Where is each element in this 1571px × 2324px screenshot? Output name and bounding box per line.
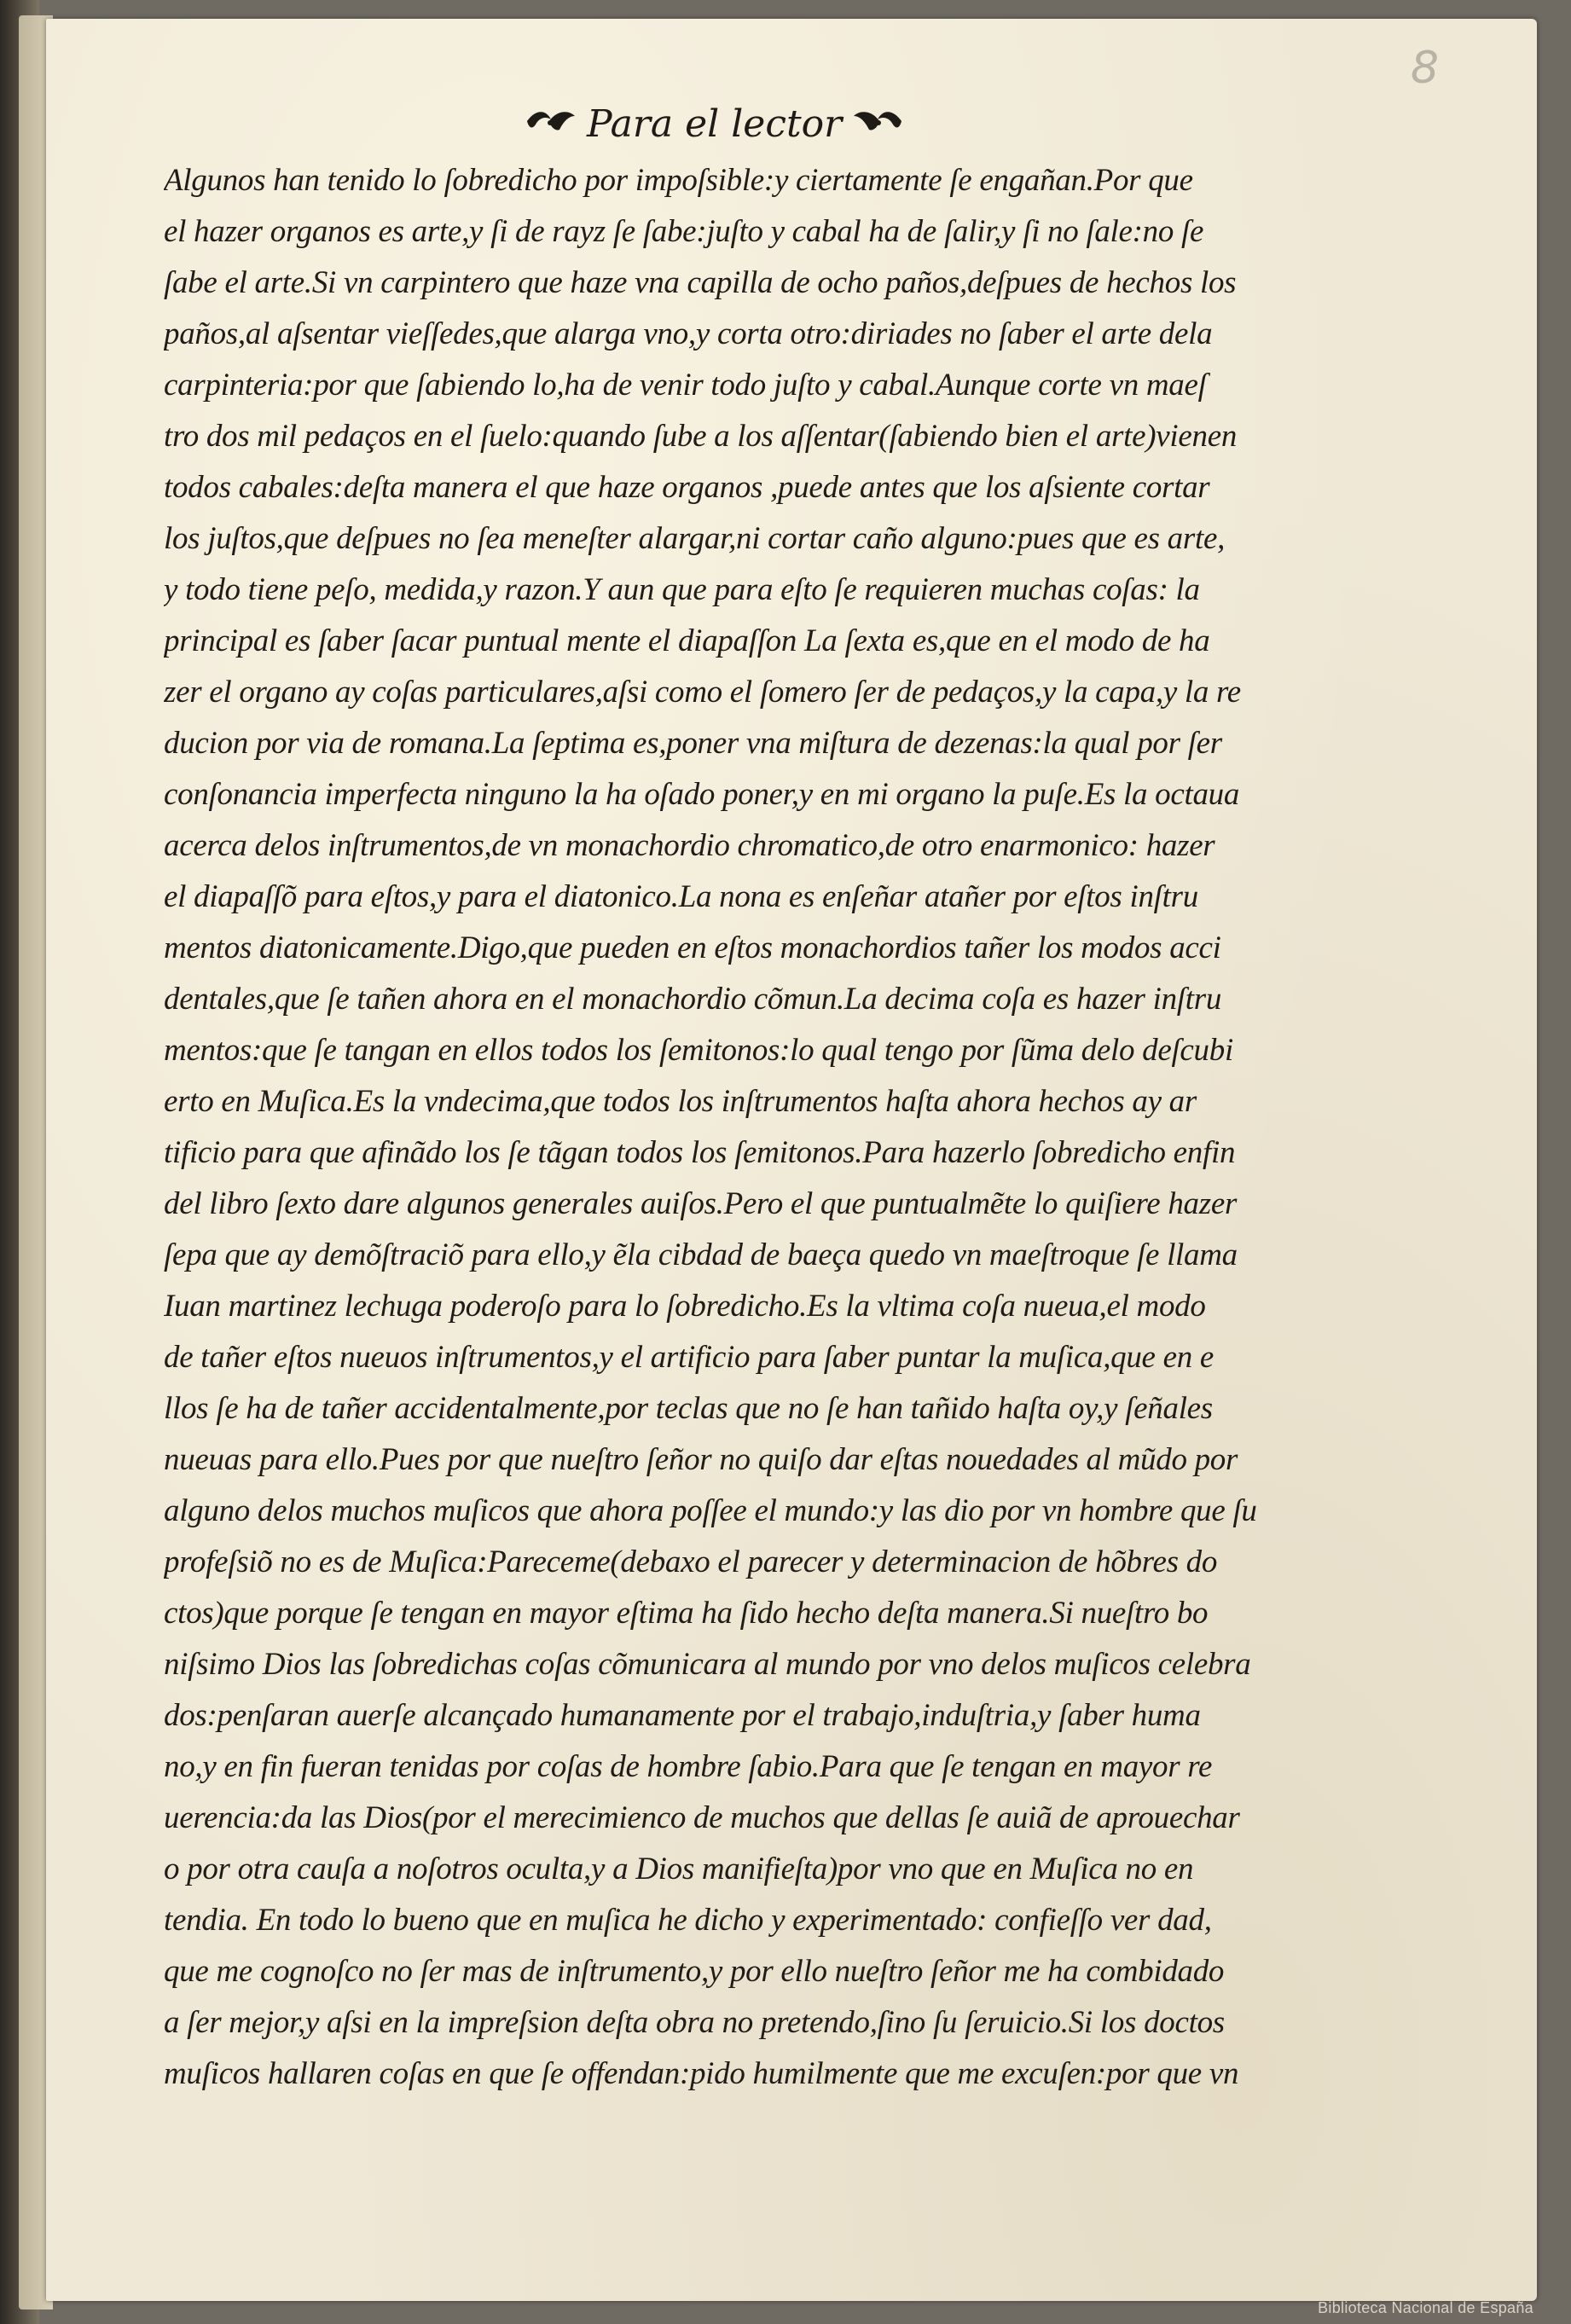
text-line: tificio para que afinãdo los ſe tãgan todos los ſemitonos.Para hazerlo ſobredicho enfin bbox=[164, 1135, 1236, 1170]
text-line: conſonancia imperfecta ninguno la ha oſado poner,y en mi organo la puſe.Es la octaua bbox=[164, 777, 1240, 812]
text-line: profeſsiõ no es de Muſica:Pareceme(debaxo el parecer y determinacion de hõbres do bbox=[164, 1545, 1218, 1579]
text-line: y todo tiene peſo, medida,y razon.Y aun que para eſto ſe requieren muchas coſas: la bbox=[164, 572, 1200, 607]
text-line: no,y en fin fueran tenidas por coſas de hombre ſabio.Para que ſe tengan en mayor re bbox=[164, 1749, 1213, 1784]
text-line: todos cabales:deſta manera el que haze organos ,puede antes que los aſsiente cortar bbox=[164, 470, 1210, 505]
text-line: principal es ſaber ſacar puntual mente el diapaſſon La ſexta es,que en el modo de ha bbox=[164, 623, 1210, 658]
leaf-fleuron-right-icon bbox=[850, 101, 905, 146]
text-line: el hazer organos es arte,y ſi de rayz ſe ſabe:juſto y cabal ha de ſalir,y ſi no ſale:no ſe bbox=[164, 214, 1204, 249]
text-line: ducion por via de romana.La ſeptima es,poner vna miſtura de dezenas:la qual por ſer bbox=[164, 726, 1222, 761]
text-line: alguno delos muchos muſicos que ahora poſſee el mundo:y las dio por vn hombre que ſu bbox=[164, 1493, 1257, 1528]
text-line: mentos diatonicamente.Digo,que pueden en eſtos monachordios tañer los modos acci bbox=[164, 930, 1221, 965]
text-line: mentos:que ſe tangan en ellos todos los ſemitonos:lo qual tengo por ſũma delo deſcubi bbox=[164, 1033, 1233, 1068]
page-heading bbox=[524, 94, 1035, 154]
text-line: Algunos han tenido lo ſobredicho por impoſsible:y ciertamente ſe engañan.Por que bbox=[164, 163, 1193, 198]
heading-title: Para el lector bbox=[587, 101, 843, 146]
text-line: a ſer mejor,y aſsi en la impreſsion deſta obra no pretendo,ſino ſu ſeruicio.Si los doctos bbox=[164, 2005, 1225, 2040]
text-line: carpinteria:por que ſabiendo lo,ha de venir todo juſto y cabal.Aunque corte vn maeſ bbox=[164, 368, 1207, 403]
text-line: los juſtos,que deſpues no ſea meneſter alargar,ni cortar caño alguno:pues que es arte, bbox=[164, 521, 1226, 556]
text-line: tro dos mil pedaços en el ſuelo:quando ſube a los aſſentar(ſabiendo bien el arte)vienen bbox=[164, 419, 1238, 454]
folio-number: 8 bbox=[1411, 43, 1440, 94]
text-line: del libro ſexto dare algunos generales auiſos.Pero el que puntualmẽte lo quiſiere hazer bbox=[164, 1186, 1238, 1221]
text-line: de tañer eſtos nueuos inſtrumentos,y el artificio para ſaber puntar la muſica,que en e bbox=[164, 1340, 1214, 1375]
text-line: dentales,que ſe tañen ahora en el monachordio cõmun.La decima coſa es hazer inſtru bbox=[164, 982, 1222, 1017]
text-line: muſicos hallaren coſas en que ſe offendan:pido humilmente que me excuſen:por que vn bbox=[164, 2056, 1239, 2091]
text-line: tendia. En todo lo bueno que en muſica he dicho y experimentado: confieſſo ver dad, bbox=[164, 1903, 1212, 1938]
text-line: llos ſe ha de tañer accidentalmente,por teclas que no ſe han tañido haſta oy,y ſeñales bbox=[164, 1391, 1213, 1426]
text-line: ſepa que ay demõſtraciõ para ello,y ẽla cibdad de baeça quedo vn maeſtroque ſe llama bbox=[164, 1237, 1238, 1272]
text-line: ctos)que porque ſe tengan en mayor eſtima ha ſido hecho deſta manera.Si nueſtro bo bbox=[164, 1596, 1209, 1631]
text-line: niſsimo Dios las ſobredichas coſas cõmunicara al mundo por vno delos muſicos celebra bbox=[164, 1647, 1251, 1682]
text-line: nueuas para ello.Pues por que nueſtro ſeñor no quiſo dar eſtas nouedades al mũdo por bbox=[164, 1442, 1238, 1477]
text-line: Iuan martinez lechuga poderoſo para lo ſobredicho.Es la vltima coſa nueua,el modo bbox=[164, 1289, 1206, 1324]
text-line: o por otra cauſa a noſotros oculta,y a Dios manifieſta)por vno que en Muſica no en bbox=[164, 1852, 1194, 1886]
text-line: uerencia:da las Dios(por el merecimienco de muchos que dellas ſe auiã de aprouechar bbox=[164, 1800, 1240, 1835]
text-line: el diapaſſõ para eſtos,y para el diatonico.La nona es enſeñar atañer por eſtos inſtru bbox=[164, 879, 1198, 914]
text-line: ſabe el arte.Si vn carpintero que haze vna capilla de ocho paños,deſpues de hechos los bbox=[164, 265, 1237, 300]
book-page bbox=[46, 19, 1537, 2301]
text-line: que me cognoſco no ſer mas de inſtrumento,y por ello nueſtro ſeñor me ha combidado bbox=[164, 1954, 1225, 1989]
body-text bbox=[164, 155, 1426, 2100]
text-line: acerca delos inſtrumentos,de vn monachordio chromatico,de otro enarmonico: hazer bbox=[164, 828, 1215, 863]
text-line: paños,al aſsentar vieſſedes,que alarga vno,y corta otro:diriades no ſaber el arte dela bbox=[164, 316, 1213, 351]
text-line: dos:penſaran auerſe alcançado humanamente por el trabajo,induſtria,y ſaber huma bbox=[164, 1698, 1201, 1733]
text-line: erto en Muſica.Es la vndecima,que todos los inſtrumentos haſta ahora hechos ay ar bbox=[164, 1084, 1197, 1119]
text-line: zer el organo ay coſas particulares,aſsi como el ſomero ſer de pedaços,y la capa,y la re bbox=[164, 675, 1241, 710]
library-watermark: Biblioteca Nacional de España bbox=[1318, 2299, 1533, 2316]
leaf-fleuron-left-icon bbox=[524, 101, 578, 146]
